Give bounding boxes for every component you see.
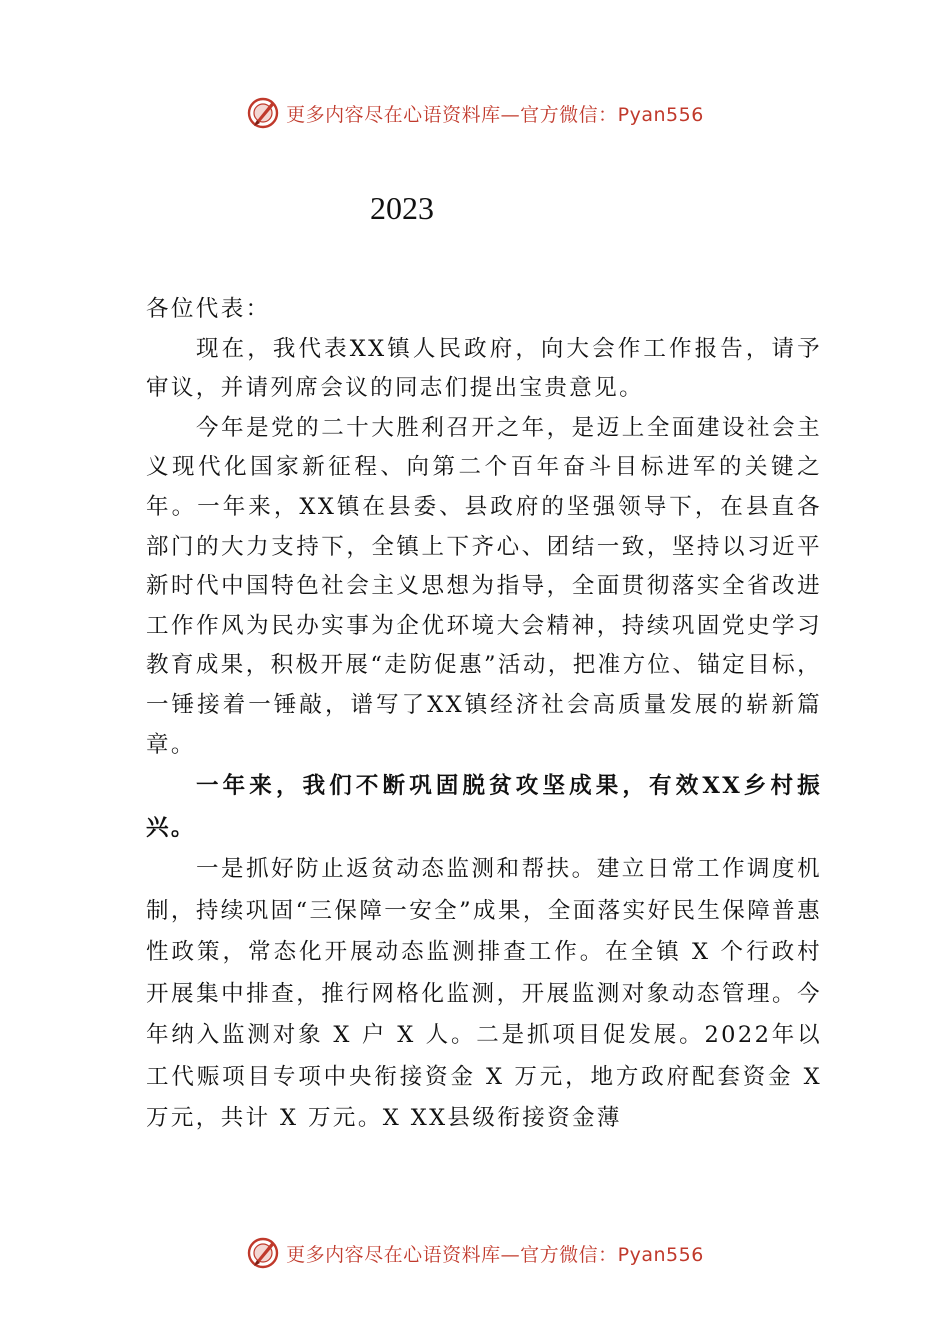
- wechat-id: Pyan556: [617, 1243, 704, 1266]
- section-heading: 一年来，我们不断巩固脱贫攻坚成果，有效XX乡村振兴。: [146, 773, 822, 842]
- quill-logo-icon: [246, 96, 280, 130]
- body-paragraph-poverty: 一是抓好防止返贫动态监测和帮扶。建立日常工作调度机制，持续巩固“三保障一安全”成果，全面落实好民生保障普惠性政策，常态化开展动态监测排查工作。在全镇 X 个行政村开展集中排查，推行网格化监测，开展监测对象动态管理。今年纳入监测对象 X 户 X 人。二是抓项目促发展。2022年以工代赈项目专项中央衔接资金 X 万元，地方政府配套资金 X 万元，共计 X 万元。X XX县级衔接资金薄: [146, 856, 822, 1132]
- watermark-text: 更多内容尽在心语资料库—官方微信：Pyan556: [286, 103, 704, 126]
- watermark-text: 更多内容尽在心语资料库—官方微信：Pyan556: [286, 1243, 704, 1266]
- salutation: 各位代表：: [146, 296, 271, 322]
- wechat-id: Pyan556: [617, 103, 704, 126]
- page-title: 2023: [370, 190, 434, 226]
- watermark-footer: [0, 1236, 950, 1270]
- watermark-header: [0, 96, 950, 130]
- report-body: [146, 290, 822, 1140]
- quill-logo-icon: [246, 1236, 280, 1270]
- body-paragraph-overview: 今年是党的二十大胜利召开之年，是迈上全面建设社会主义现代化国家新征程、向第二个百年奋斗目标进军的关键之年。一年来，XX镇在县委、县政府的坚强领导下，在县直各部门的大力支持下，全镇上下齐心、团结一致，坚持以习近平新时代中国特色社会主义思想为指导，全面贯彻落实全省改进工作作风为民办实事为企优环境大会精神，持续巩固党史学习教育成果，积极开展“走防促惠”活动，把准方位、锚定目标，一锤接着一锤敲，谱写了XX镇经济社会高质量发展的崭新篇章。: [146, 414, 822, 758]
- body-paragraph-opening: 现在，我代表XX镇人民政府，向大会作工作报告，请予审议，并请列席会议的同志们提出宝贵意见。: [146, 335, 822, 402]
